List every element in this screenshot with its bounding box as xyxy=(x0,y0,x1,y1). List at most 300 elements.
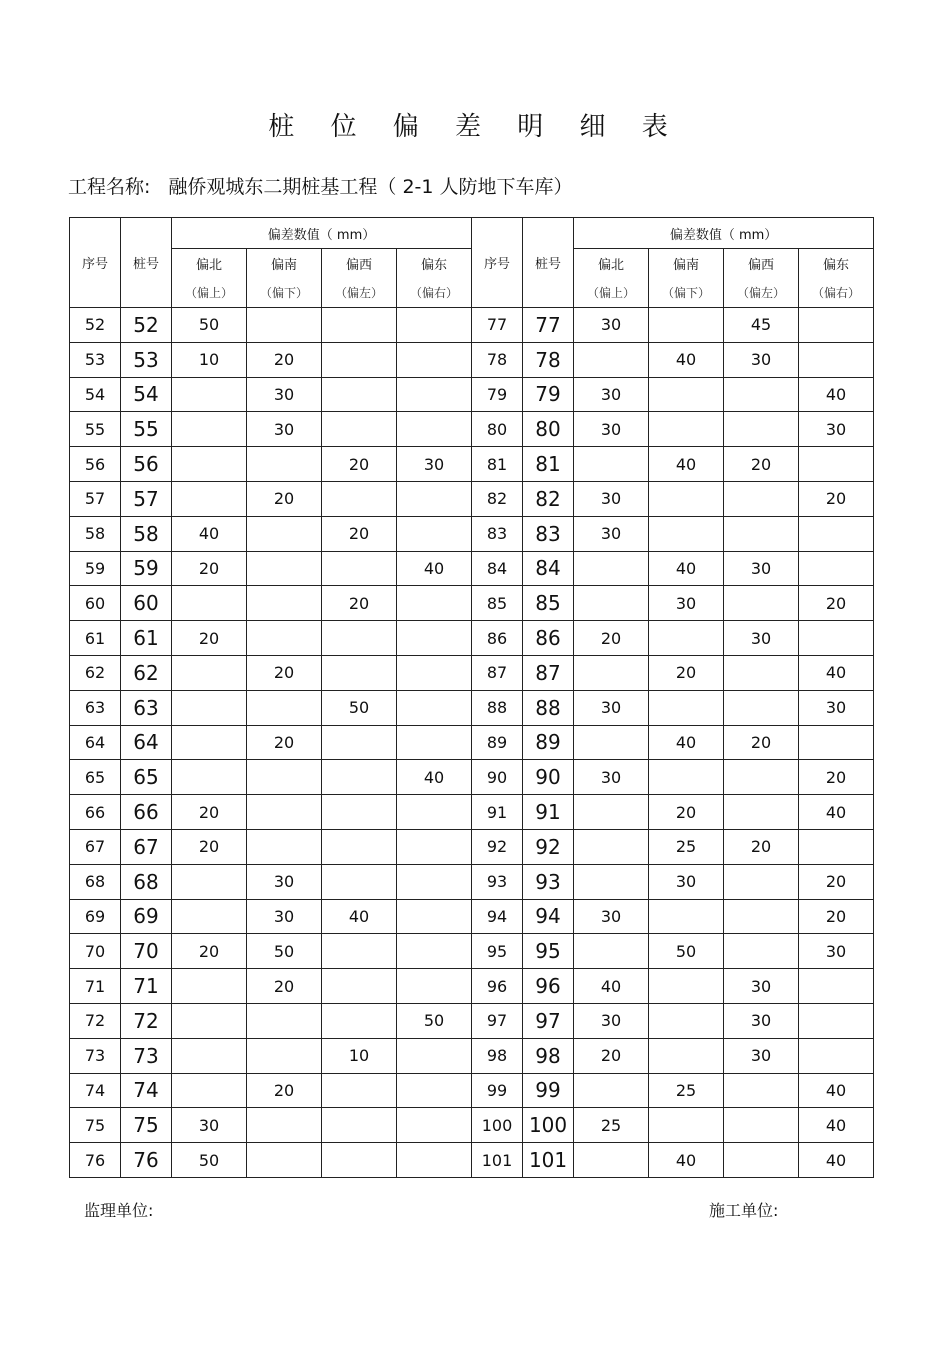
header-east: 偏东 xyxy=(799,249,874,279)
north-cell xyxy=(172,725,247,760)
seq-cell: 63 xyxy=(70,690,121,725)
west-cell xyxy=(322,760,397,795)
north-cell xyxy=(574,655,649,690)
south-cell: 20 xyxy=(649,655,724,690)
north-cell: 30 xyxy=(574,377,649,412)
north-cell: 20 xyxy=(172,551,247,586)
pile-cell: 78 xyxy=(523,342,574,377)
south-cell: 30 xyxy=(247,864,322,899)
pile-cell: 89 xyxy=(523,725,574,760)
east-cell xyxy=(397,308,472,343)
seq-cell: 91 xyxy=(472,795,523,830)
south-cell xyxy=(247,516,322,551)
table-row xyxy=(70,308,874,343)
table-row xyxy=(70,760,874,795)
table-row xyxy=(70,969,874,1004)
west-cell xyxy=(724,377,799,412)
north-cell: 20 xyxy=(172,829,247,864)
north-cell: 20 xyxy=(574,1038,649,1073)
pile-cell: 84 xyxy=(523,551,574,586)
header-up: （偏上） xyxy=(574,278,649,308)
header-left: （偏左） xyxy=(322,278,397,308)
seq-cell: 94 xyxy=(472,899,523,934)
west-cell xyxy=(322,551,397,586)
east-cell xyxy=(799,551,874,586)
east-cell: 40 xyxy=(799,1108,874,1143)
seq-cell: 66 xyxy=(70,795,121,830)
south-cell: 20 xyxy=(649,795,724,830)
table-row xyxy=(70,516,874,551)
pile-cell: 72 xyxy=(121,1003,172,1038)
seq-cell: 95 xyxy=(472,934,523,969)
south-cell: 20 xyxy=(247,725,322,760)
table-row xyxy=(70,690,874,725)
west-cell: 20 xyxy=(724,725,799,760)
south-cell: 20 xyxy=(247,342,322,377)
table-row xyxy=(70,899,874,934)
west-cell xyxy=(724,864,799,899)
south-cell xyxy=(247,1108,322,1143)
west-cell xyxy=(724,795,799,830)
south-cell xyxy=(649,1038,724,1073)
pile-cell: 86 xyxy=(523,621,574,656)
header-deviation-right: 偏差数值（ mm） xyxy=(574,218,874,249)
east-cell: 40 xyxy=(799,655,874,690)
north-cell xyxy=(574,795,649,830)
north-cell xyxy=(574,551,649,586)
south-cell xyxy=(247,447,322,482)
east-cell xyxy=(397,412,472,447)
west-cell xyxy=(724,690,799,725)
header-down: （偏下） xyxy=(247,278,322,308)
pile-cell: 62 xyxy=(121,655,172,690)
east-cell: 40 xyxy=(799,795,874,830)
header-seq-right: 序号 xyxy=(472,218,523,308)
south-cell xyxy=(649,969,724,1004)
east-cell xyxy=(397,586,472,621)
header-north: 偏北 xyxy=(574,249,649,279)
south-cell xyxy=(649,899,724,934)
south-cell xyxy=(247,795,322,830)
east-cell xyxy=(397,1108,472,1143)
north-cell: 30 xyxy=(574,481,649,516)
pile-cell: 66 xyxy=(121,795,172,830)
pile-cell: 97 xyxy=(523,1003,574,1038)
west-cell xyxy=(322,1108,397,1143)
seq-cell: 54 xyxy=(70,377,121,412)
north-cell: 20 xyxy=(172,795,247,830)
pile-cell: 99 xyxy=(523,1073,574,1108)
south-cell: 30 xyxy=(649,586,724,621)
east-cell: 30 xyxy=(799,934,874,969)
header-west: 偏西 xyxy=(322,249,397,279)
project-label: 工程名称: xyxy=(68,176,151,198)
south-cell xyxy=(649,481,724,516)
south-cell xyxy=(247,1038,322,1073)
seq-cell: 57 xyxy=(70,481,121,516)
west-cell xyxy=(322,1143,397,1178)
seq-cell: 86 xyxy=(472,621,523,656)
east-cell xyxy=(799,308,874,343)
west-cell xyxy=(322,308,397,343)
seq-cell: 64 xyxy=(70,725,121,760)
east-cell: 30 xyxy=(397,447,472,482)
south-cell xyxy=(649,760,724,795)
north-cell: 50 xyxy=(172,308,247,343)
seq-cell: 61 xyxy=(70,621,121,656)
east-cell xyxy=(397,481,472,516)
east-cell xyxy=(799,342,874,377)
seq-cell: 75 xyxy=(70,1108,121,1143)
south-cell: 40 xyxy=(649,1143,724,1178)
west-cell: 40 xyxy=(322,899,397,934)
pile-cell: 101 xyxy=(523,1143,574,1178)
north-cell: 30 xyxy=(574,308,649,343)
east-cell xyxy=(799,516,874,551)
table-row xyxy=(70,934,874,969)
north-cell: 10 xyxy=(172,342,247,377)
seq-cell: 82 xyxy=(472,481,523,516)
north-cell: 30 xyxy=(574,516,649,551)
north-cell xyxy=(574,1073,649,1108)
north-cell: 25 xyxy=(574,1108,649,1143)
pile-cell: 69 xyxy=(121,899,172,934)
west-cell xyxy=(724,1143,799,1178)
north-cell xyxy=(172,690,247,725)
south-cell xyxy=(247,551,322,586)
west-cell: 30 xyxy=(724,1038,799,1073)
east-cell xyxy=(799,969,874,1004)
header-pile-left: 桩号 xyxy=(121,218,172,308)
west-cell xyxy=(322,481,397,516)
north-cell: 30 xyxy=(574,760,649,795)
pile-cell: 85 xyxy=(523,586,574,621)
west-cell xyxy=(724,934,799,969)
south-cell: 40 xyxy=(649,342,724,377)
east-cell xyxy=(397,899,472,934)
table-row xyxy=(70,725,874,760)
pile-cell: 65 xyxy=(121,760,172,795)
pile-cell: 73 xyxy=(121,1038,172,1073)
east-cell xyxy=(397,377,472,412)
table-row xyxy=(70,342,874,377)
north-cell: 30 xyxy=(172,1108,247,1143)
east-cell: 40 xyxy=(799,1073,874,1108)
table-row xyxy=(70,586,874,621)
east-cell xyxy=(799,1003,874,1038)
south-cell: 40 xyxy=(649,447,724,482)
seq-cell: 68 xyxy=(70,864,121,899)
north-cell xyxy=(574,934,649,969)
north-cell xyxy=(172,586,247,621)
pile-cell: 59 xyxy=(121,551,172,586)
header-west: 偏西 xyxy=(724,249,799,279)
pile-cell: 98 xyxy=(523,1038,574,1073)
east-cell xyxy=(397,342,472,377)
north-cell: 20 xyxy=(574,621,649,656)
table-row xyxy=(70,655,874,690)
project-line xyxy=(68,172,573,199)
north-cell xyxy=(574,864,649,899)
east-cell xyxy=(397,1143,472,1178)
table-row xyxy=(70,621,874,656)
south-cell xyxy=(247,1143,322,1178)
west-cell: 30 xyxy=(724,551,799,586)
south-cell xyxy=(649,1003,724,1038)
south-cell: 30 xyxy=(649,864,724,899)
table-row xyxy=(70,1073,874,1108)
east-cell xyxy=(799,1038,874,1073)
west-cell: 10 xyxy=(322,1038,397,1073)
seq-cell: 60 xyxy=(70,586,121,621)
south-cell xyxy=(649,1108,724,1143)
pile-cell: 71 xyxy=(121,969,172,1004)
pile-cell: 68 xyxy=(121,864,172,899)
seq-cell: 62 xyxy=(70,655,121,690)
north-cell: 40 xyxy=(574,969,649,1004)
north-cell: 20 xyxy=(172,934,247,969)
south-cell: 30 xyxy=(247,412,322,447)
table-row xyxy=(70,551,874,586)
north-cell xyxy=(172,655,247,690)
pile-cell: 91 xyxy=(523,795,574,830)
header-south: 偏南 xyxy=(247,249,322,279)
east-cell xyxy=(799,447,874,482)
seq-cell: 73 xyxy=(70,1038,121,1073)
east-cell xyxy=(397,621,472,656)
table-row xyxy=(70,1003,874,1038)
east-cell xyxy=(799,621,874,656)
east-cell xyxy=(799,829,874,864)
west-cell: 30 xyxy=(724,1003,799,1038)
north-cell xyxy=(172,760,247,795)
east-cell xyxy=(397,934,472,969)
west-cell xyxy=(724,586,799,621)
seq-cell: 92 xyxy=(472,829,523,864)
east-cell: 40 xyxy=(397,760,472,795)
pile-cell: 87 xyxy=(523,655,574,690)
pile-cell: 63 xyxy=(121,690,172,725)
north-cell xyxy=(574,342,649,377)
north-cell: 30 xyxy=(574,690,649,725)
pile-cell: 96 xyxy=(523,969,574,1004)
west-cell xyxy=(322,829,397,864)
west-cell xyxy=(724,1108,799,1143)
west-cell xyxy=(724,481,799,516)
table-row xyxy=(70,412,874,447)
east-cell xyxy=(397,795,472,830)
project-name: 融侨观城东二期桩基工程（ 2-1 人防地下车库） xyxy=(168,176,573,198)
north-cell xyxy=(172,899,247,934)
pile-cell: 75 xyxy=(121,1108,172,1143)
south-cell xyxy=(247,829,322,864)
west-cell xyxy=(724,412,799,447)
seq-cell: 96 xyxy=(472,969,523,1004)
pile-cell: 57 xyxy=(121,481,172,516)
south-cell: 40 xyxy=(649,725,724,760)
header-pile-right: 桩号 xyxy=(523,218,574,308)
seq-cell: 56 xyxy=(70,447,121,482)
south-cell: 20 xyxy=(247,1073,322,1108)
south-cell xyxy=(649,412,724,447)
contractor-label: 施工单位: xyxy=(709,1201,779,1220)
table-row xyxy=(70,795,874,830)
page-title: 桩 位 偏 差 明 细 表 xyxy=(268,112,682,142)
west-cell xyxy=(724,899,799,934)
south-cell xyxy=(247,621,322,656)
pile-cell: 52 xyxy=(121,308,172,343)
deviation-table xyxy=(69,217,874,1178)
south-cell: 25 xyxy=(649,829,724,864)
north-cell xyxy=(172,864,247,899)
south-cell xyxy=(247,1003,322,1038)
south-cell xyxy=(247,586,322,621)
pile-cell: 54 xyxy=(121,377,172,412)
seq-cell: 58 xyxy=(70,516,121,551)
pile-cell: 53 xyxy=(121,342,172,377)
pile-cell: 82 xyxy=(523,481,574,516)
west-cell: 20 xyxy=(724,447,799,482)
seq-cell: 77 xyxy=(472,308,523,343)
north-cell: 30 xyxy=(574,899,649,934)
pile-cell: 74 xyxy=(121,1073,172,1108)
north-cell: 50 xyxy=(172,1143,247,1178)
seq-cell: 69 xyxy=(70,899,121,934)
header-seq-left: 序号 xyxy=(70,218,121,308)
south-cell xyxy=(247,308,322,343)
west-cell: 20 xyxy=(724,829,799,864)
north-cell: 30 xyxy=(574,412,649,447)
seq-cell: 93 xyxy=(472,864,523,899)
north-cell: 30 xyxy=(574,1003,649,1038)
south-cell: 25 xyxy=(649,1073,724,1108)
seq-cell: 98 xyxy=(472,1038,523,1073)
north-cell xyxy=(172,412,247,447)
north-cell xyxy=(172,447,247,482)
pile-cell: 81 xyxy=(523,447,574,482)
west-cell: 20 xyxy=(322,447,397,482)
west-cell xyxy=(322,795,397,830)
table-row xyxy=(70,447,874,482)
pile-cell: 94 xyxy=(523,899,574,934)
header-down: （偏下） xyxy=(649,278,724,308)
north-cell xyxy=(574,447,649,482)
pile-cell: 67 xyxy=(121,829,172,864)
table-row xyxy=(70,829,874,864)
south-cell: 50 xyxy=(247,934,322,969)
west-cell xyxy=(724,516,799,551)
east-cell: 20 xyxy=(799,481,874,516)
east-cell: 30 xyxy=(799,412,874,447)
table-row xyxy=(70,1143,874,1178)
seq-cell: 87 xyxy=(472,655,523,690)
south-cell: 20 xyxy=(247,969,322,1004)
south-cell xyxy=(649,690,724,725)
west-cell xyxy=(724,655,799,690)
seq-cell: 81 xyxy=(472,447,523,482)
east-cell xyxy=(397,516,472,551)
seq-cell: 84 xyxy=(472,551,523,586)
east-cell: 30 xyxy=(799,690,874,725)
east-cell: 20 xyxy=(799,586,874,621)
seq-cell: 89 xyxy=(472,725,523,760)
pile-cell: 61 xyxy=(121,621,172,656)
table-row xyxy=(70,377,874,412)
west-cell: 50 xyxy=(322,690,397,725)
south-cell xyxy=(649,621,724,656)
seq-cell: 71 xyxy=(70,969,121,1004)
south-cell xyxy=(649,516,724,551)
west-cell: 45 xyxy=(724,308,799,343)
west-cell xyxy=(322,969,397,1004)
seq-cell: 74 xyxy=(70,1073,121,1108)
pile-cell: 93 xyxy=(523,864,574,899)
seq-cell: 72 xyxy=(70,1003,121,1038)
north-cell xyxy=(172,1003,247,1038)
south-cell xyxy=(649,308,724,343)
east-cell xyxy=(799,725,874,760)
east-cell xyxy=(397,655,472,690)
header-south: 偏南 xyxy=(649,249,724,279)
north-cell: 20 xyxy=(172,621,247,656)
seq-cell: 52 xyxy=(70,308,121,343)
seq-cell: 78 xyxy=(472,342,523,377)
pile-cell: 64 xyxy=(121,725,172,760)
header-right: （偏右） xyxy=(799,278,874,308)
pile-cell: 56 xyxy=(121,447,172,482)
north-cell xyxy=(172,969,247,1004)
west-cell xyxy=(724,760,799,795)
north-cell xyxy=(172,377,247,412)
pile-cell: 83 xyxy=(523,516,574,551)
seq-cell: 97 xyxy=(472,1003,523,1038)
west-cell xyxy=(322,621,397,656)
east-cell xyxy=(397,725,472,760)
pile-cell: 79 xyxy=(523,377,574,412)
west-cell xyxy=(322,934,397,969)
south-cell: 20 xyxy=(247,655,322,690)
table-row xyxy=(70,481,874,516)
header-right: （偏右） xyxy=(397,278,472,308)
south-cell: 40 xyxy=(649,551,724,586)
south-cell xyxy=(247,690,322,725)
east-cell: 40 xyxy=(799,1143,874,1178)
west-cell xyxy=(322,725,397,760)
west-cell xyxy=(322,377,397,412)
seq-cell: 70 xyxy=(70,934,121,969)
north-cell xyxy=(574,829,649,864)
south-cell xyxy=(649,377,724,412)
north-cell xyxy=(574,725,649,760)
seq-cell: 53 xyxy=(70,342,121,377)
seq-cell: 85 xyxy=(472,586,523,621)
pile-cell: 80 xyxy=(523,412,574,447)
header-left: （偏左） xyxy=(724,278,799,308)
east-cell xyxy=(397,969,472,1004)
pile-cell: 90 xyxy=(523,760,574,795)
west-cell: 20 xyxy=(322,516,397,551)
east-cell: 20 xyxy=(799,864,874,899)
table-row xyxy=(70,1108,874,1143)
supervisor-label: 监理单位: xyxy=(84,1201,154,1220)
table-row xyxy=(70,1038,874,1073)
header-north: 偏北 xyxy=(172,249,247,279)
seq-cell: 83 xyxy=(472,516,523,551)
header-deviation-left: 偏差数值（ mm） xyxy=(172,218,472,249)
west-cell xyxy=(322,864,397,899)
pile-cell: 55 xyxy=(121,412,172,447)
east-cell xyxy=(397,1073,472,1108)
